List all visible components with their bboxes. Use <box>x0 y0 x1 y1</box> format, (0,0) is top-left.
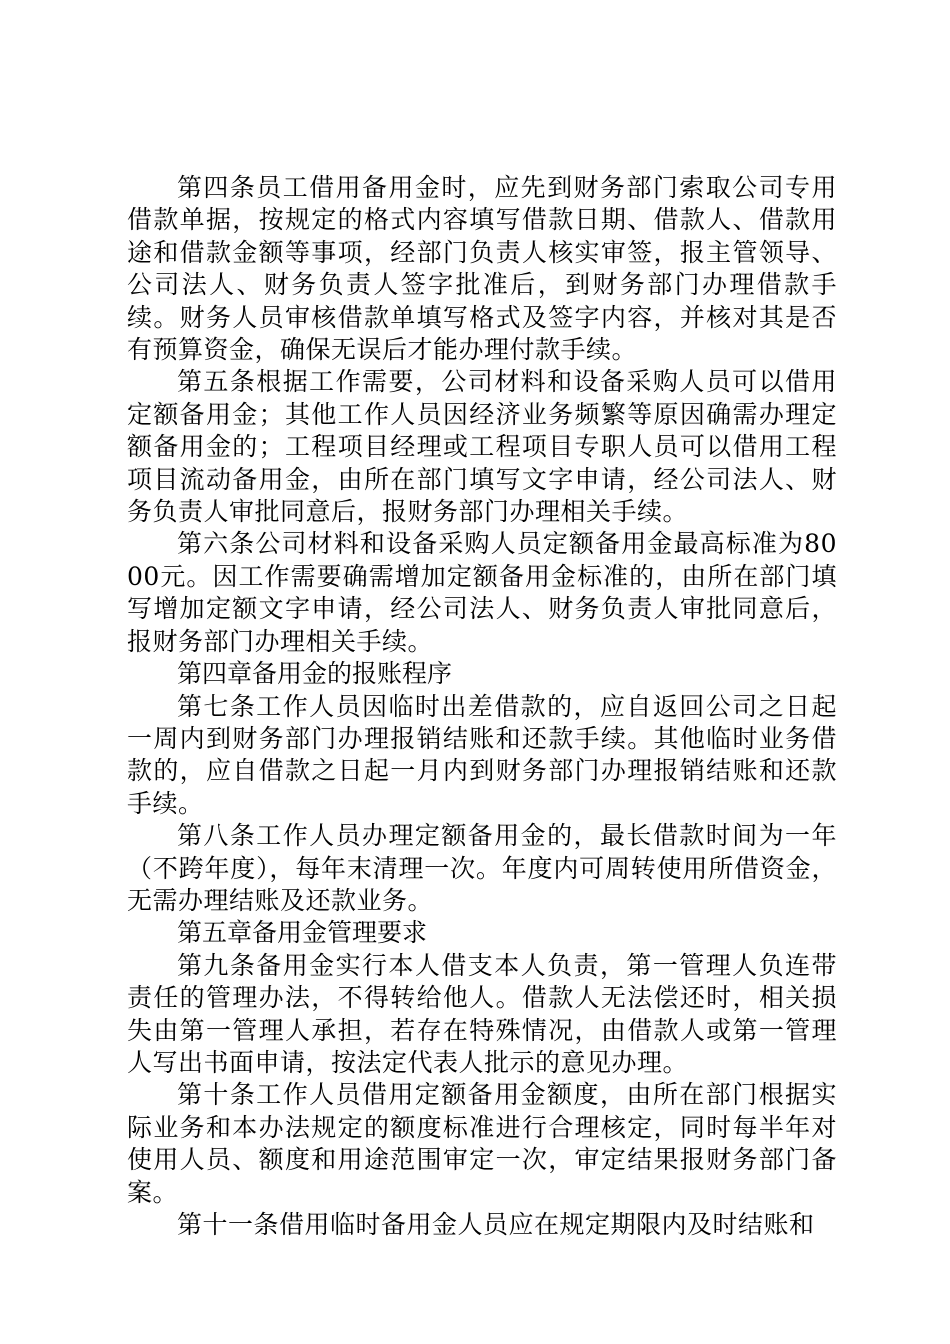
chapter-4-heading: 第四章备用金的报账程序 <box>177 659 453 689</box>
article-10: 第十条工作人员借用定额备用金额度，由所在部门根据实际业务和本办法规定的额度标准进行合理核定，同时每半年对使用人员、额度和用途范围审定一次，审定结果报财务部门备案。 <box>127 1080 837 1207</box>
article-9: 第九条备用金实行本人借支本人负责，第一管理人负连带责任的管理办法，不得转给他人。借款人无法偿还时，相关损失由第一管理人承担，若存在特殊情况，由借款人或第一管理人写出书面申请，按法定代表人批示的意见办理。 <box>127 950 837 1077</box>
document-body <box>127 172 837 1241</box>
chapter-5-heading: 第五章备用金管理要求 <box>177 918 428 948</box>
article-11: 第十一条借用临时备用金人员应在规定期限内及时结账和 <box>177 1210 815 1239</box>
article-8: 第八条工作人员办理定额备用金的，最长借款时间为一年（不跨年度），每年末清理一次。年度内可周转使用所借资金，无需办理结账及还款业务。 <box>127 821 837 915</box>
article-6: 第六条公司材料和设备采购人员定额备用金最高标准为8000元。因工作需要确需增加定额备用金标准的，由所在部门填写增加定额文字申请，经公司法人、财务负责人审批同意后，报财务部门办理相关手续。 <box>127 529 837 656</box>
article-5: 第五条根据工作需要，公司材料和设备采购人员可以借用定额备用金；其他工作人员因经济业务频繁等原因确需办理定额备用金的；工程项目经理或工程项目专职人员可以借用工程项目流动备用金，由所在部门填写文字申请，经公司法人、财务负责人审批同意后，报财务部门办理相关手续。 <box>127 367 837 527</box>
article-4: 第四条员工借用备用金时，应先到财务部门索取公司专用借款单据，按规定的格式内容填写借款日期、借款人、借款用途和借款金额等事项，经部门负责人核实审签，报主管领导、公司法人、财务负责人签字批准后，到财务部门办理借款手续。财务人员审核借款单填写格式及签字内容，并核对其是否有预算资金，确保无误后才能办理付款手续。 <box>127 173 837 365</box>
article-7: 第七条工作人员因临时出差借款的，应自返回公司之日起一周内到财务部门办理报销结账和还款手续。其他临时业务借款的，应自借款之日起一月内到财务部门办理报销结账和还款手续。 <box>127 691 837 818</box>
